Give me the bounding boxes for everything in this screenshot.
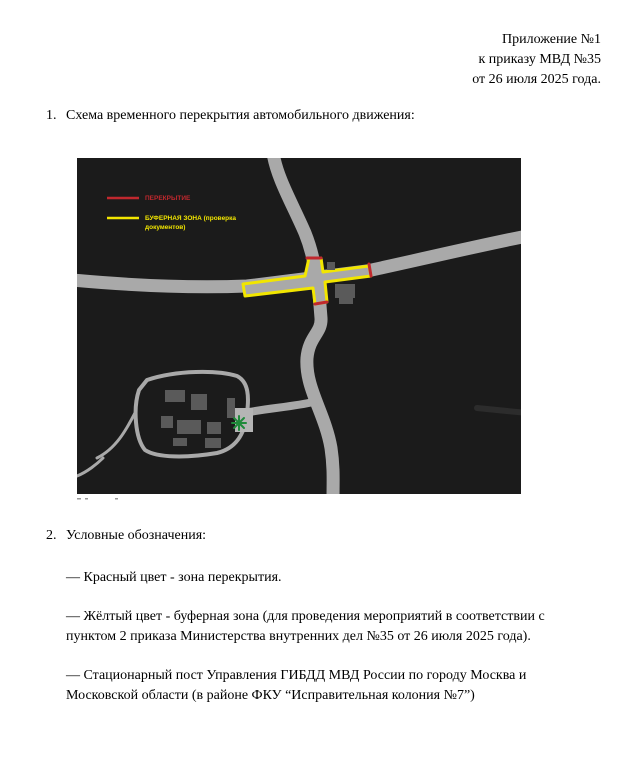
section-1-number: 1.: [46, 108, 57, 123]
order-date: от 26 июля 2025 года.: [472, 72, 601, 87]
compound-buildings: [161, 390, 235, 448]
outer-path: [97, 413, 135, 458]
post-marker-icon: [232, 416, 246, 430]
closure-south: [315, 302, 327, 304]
road-branch: [249, 402, 313, 412]
document-header: [472, 30, 601, 90]
legend-item-red: — Красный цвет - зона перекрытия.: [66, 570, 282, 585]
southwest-path: [77, 458, 103, 476]
section-1-heading: [46, 108, 415, 124]
legend-buffer-label-2: документов): [145, 224, 186, 231]
road-closure-map: [77, 158, 521, 494]
map-drawing: [77, 158, 521, 494]
cut-off-marks: [77, 494, 137, 500]
east-path: [477, 408, 521, 413]
order-reference: к приказу МВД №35: [478, 52, 601, 67]
section-2-number: 2.: [46, 528, 57, 543]
map-legend: [107, 195, 236, 231]
legend-item-yellow: — Жёлтый цвет - буферная зона (для проведения мероприятий в соответствии с пунктом 2 приказа Министерства внутренних дел №35 от 26 июля 2025 года).: [66, 609, 545, 644]
section-2-title: Условные обозначения:: [66, 528, 207, 543]
section-2-heading: [46, 528, 206, 544]
road-network: [77, 158, 521, 494]
road-south: [307, 293, 333, 494]
legend-buffer-label-1: БУФЕРНАЯ ЗОНА (проверка: [145, 215, 237, 222]
section-1-title: Схема временного перекрытия автомобильного движения:: [66, 108, 415, 123]
closure-east: [369, 264, 371, 276]
legend-item-post: — Стационарный пост Управления ГИБДД МВД России по городу Москва и Московской области (в районе ФКУ “Исправительная колония №7”): [66, 668, 527, 703]
appendix-number: Приложение №1: [502, 32, 601, 47]
legend-closure-label: ПЕРЕКРЫТИЕ: [145, 195, 191, 202]
